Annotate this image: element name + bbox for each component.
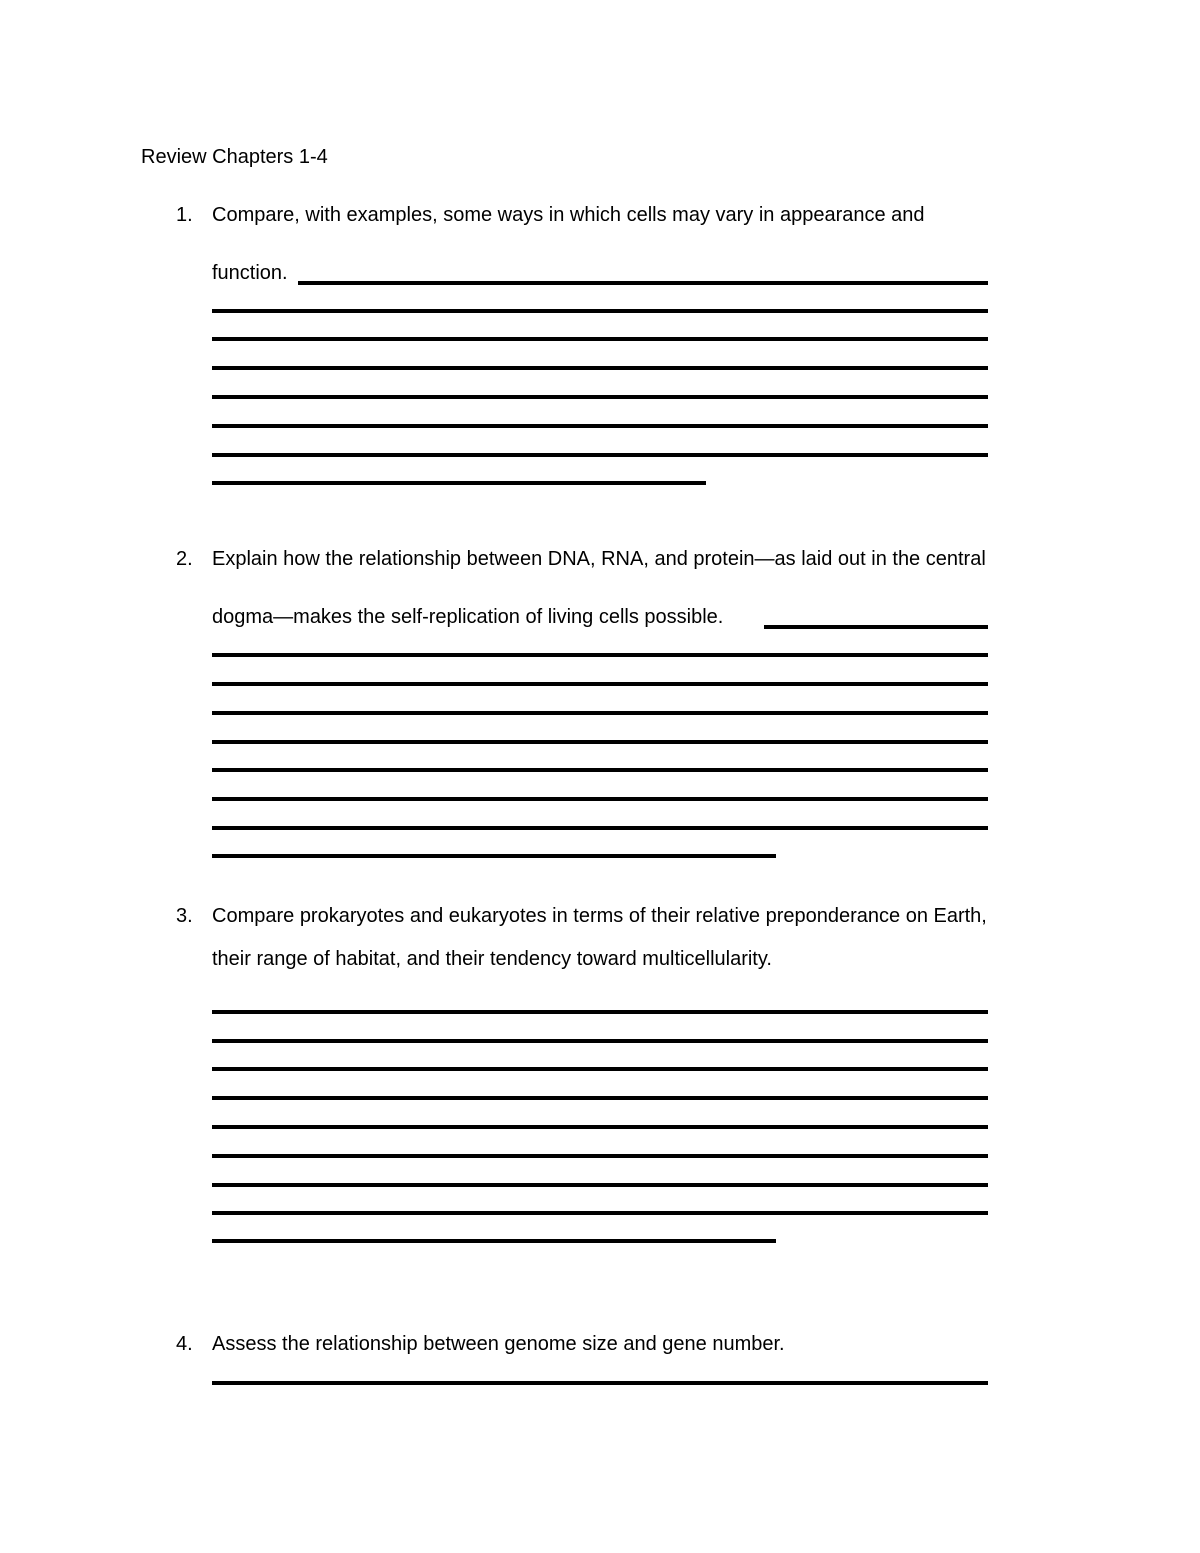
question-3-answer-line[interactable] — [212, 1039, 988, 1043]
question-1-number: 1. — [176, 204, 193, 226]
page-title: Review Chapters 1-4 — [141, 146, 328, 168]
question-4-answer-line[interactable] — [212, 1381, 988, 1385]
question-3-number: 3. — [176, 905, 193, 927]
question-3-answer-line[interactable] — [212, 1010, 988, 1014]
question-2-answer-line[interactable] — [212, 711, 988, 715]
question-2-text-line-1: Explain how the relationship between DNA, RNA, and protein—as laid out in the central — [212, 548, 986, 570]
question-3-answer-line[interactable] — [212, 1096, 988, 1100]
question-1-answer-line[interactable] — [212, 366, 988, 370]
question-3-answer-line[interactable] — [212, 1183, 988, 1187]
question-1-text-line-2: function. — [212, 262, 288, 284]
question-1-answer-line[interactable] — [212, 424, 988, 428]
question-2-answer-line[interactable] — [212, 768, 988, 772]
question-1-answer-line[interactable] — [212, 395, 988, 399]
question-2-answer-line[interactable] — [212, 740, 988, 744]
question-1-answer-line[interactable] — [298, 281, 988, 285]
question-1-answer-line[interactable] — [212, 337, 988, 341]
question-2-answer-line[interactable] — [212, 653, 988, 657]
question-3-answer-line[interactable] — [212, 1067, 988, 1071]
question-3-answer-line[interactable] — [212, 1125, 988, 1129]
question-4-number: 4. — [176, 1333, 193, 1355]
question-4-text-line-1: Assess the relationship between genome size and gene number. — [212, 1333, 785, 1355]
question-2-answer-line[interactable] — [212, 826, 988, 830]
question-1-answer-line[interactable] — [212, 453, 988, 457]
question-3-answer-line[interactable] — [212, 1211, 988, 1215]
question-1-text-line-1: Compare, with examples, some ways in which cells may vary in appearance and — [212, 204, 925, 226]
question-1-answer-line[interactable] — [212, 309, 988, 313]
question-3-text-line-2: their range of habitat, and their tendency toward multicellularity. — [212, 948, 772, 970]
question-3-answer-line[interactable] — [212, 1154, 988, 1158]
question-1-answer-line[interactable] — [212, 481, 706, 485]
question-2-answer-line[interactable] — [212, 797, 988, 801]
question-2-text-line-2: dogma—makes the self-replication of living cells possible. — [212, 606, 724, 628]
question-2-answer-line[interactable] — [212, 854, 776, 858]
question-2-answer-line[interactable] — [764, 625, 988, 629]
question-2-answer-line[interactable] — [212, 682, 988, 686]
question-3-text-line-1: Compare prokaryotes and eukaryotes in terms of their relative preponderance on Earth, — [212, 905, 987, 927]
question-3-answer-line[interactable] — [212, 1239, 776, 1243]
question-2-number: 2. — [176, 548, 193, 570]
